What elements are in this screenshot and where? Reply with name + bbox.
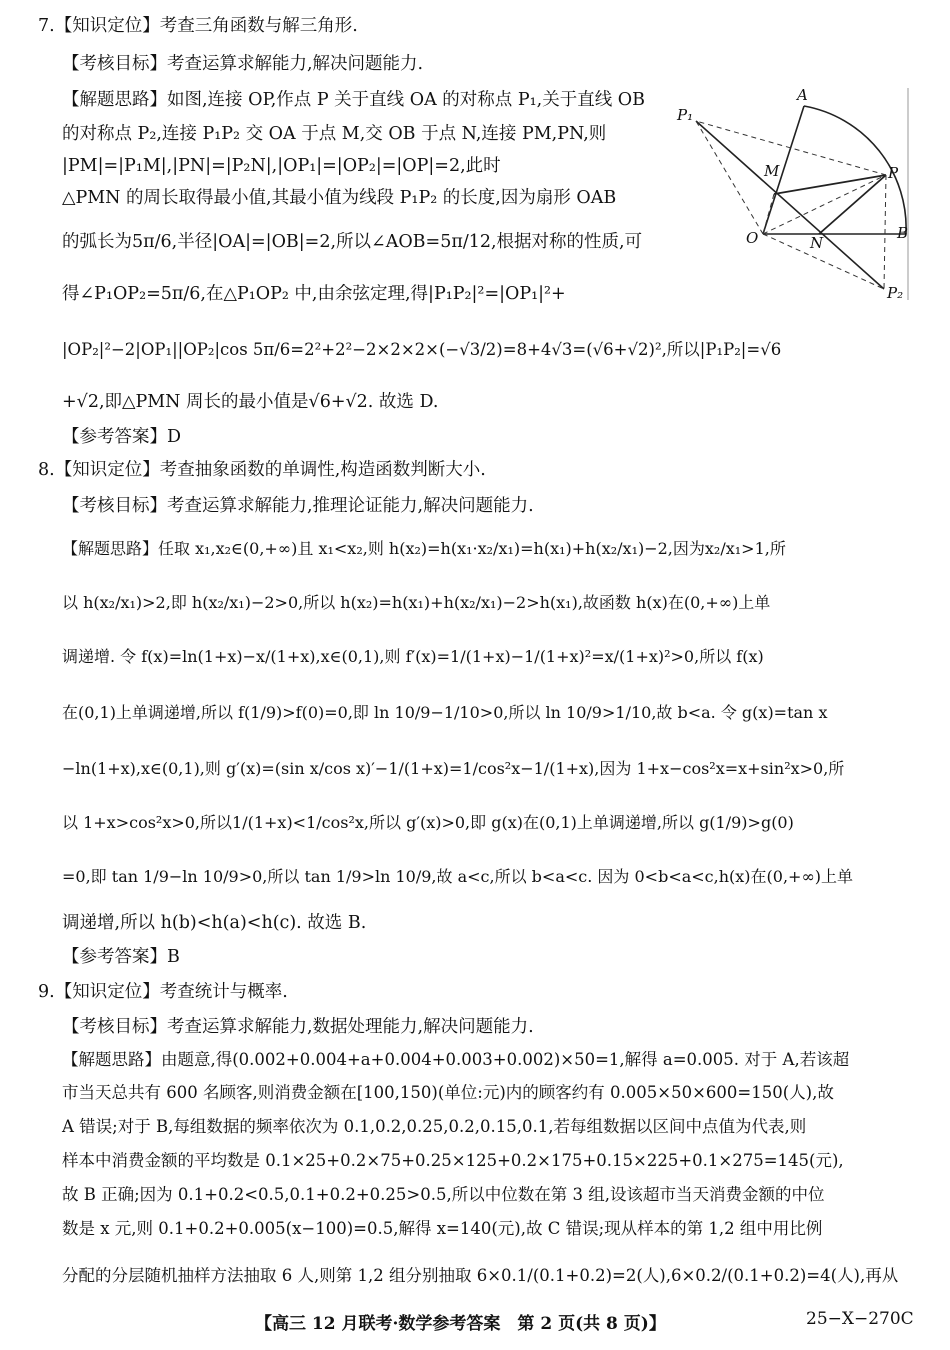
sector-figure: [676, 84, 910, 302]
label-p: P: [888, 164, 899, 182]
q8-solution-line: 以 h(x₂/x₁)>2,即 h(x₂/x₁)−2>0,所以 h(x₂)=h(x₁)+h(x₂/x₁)−2>h(x₁),故函数 h(x)在(0,+∞)上单: [62, 593, 771, 612]
q8-solution-line: 调递增,所以 h(b)<h(a)<h(c). 故选 B.: [62, 913, 367, 933]
q8-answer-line: 【参考答案】B: [62, 947, 180, 967]
segment-o-p1: [696, 121, 763, 234]
segment-op: [763, 175, 886, 234]
segment-o-p2: [763, 234, 884, 289]
q7-solution-line: |OP₂|²−2|OP₁||OP₂|cos 5π/6=2²+2²−2×2×2×(−√3/2)=8+4√3=(√6+√2)²,所以|P₁P₂|=√6: [62, 340, 782, 359]
label-m: M: [764, 162, 780, 180]
q9-solution-line: 市当天总共有 600 名顾客,则消费金额在[100,150)(单位:元)内的顾客约有 0.005×50×600=150(人),故: [62, 1083, 834, 1102]
q7-solution-line: 的对称点 P₂,连接 P₁P₂ 交 OA 于点 M,交 OB 于点 N,连接 PM,PN,则: [62, 124, 607, 144]
q7-solution-line: 【解题思路】如图,连接 OP,作点 P 关于直线 OA 的对称点 P₁,关于直线 OB: [62, 90, 645, 110]
q8-solution-line: =0,即 tan 1/9−ln 10/9>0,所以 tan 1/9>ln 10/9,故 a<c,所以 b<a<c. 因为 0<b<a<c,h(x)在(0,+∞)上单: [62, 867, 854, 886]
segment-p-p2: [884, 175, 886, 289]
q9-solution-line: A 错误;对于 B,每组数据的频率依次为 0.1,0.2,0.25,0.2,0.15,0.1,若每组数据以区间中点值为代表,则: [62, 1117, 807, 1136]
label-b: B: [897, 224, 909, 242]
q9-solution-line: 样本中消费金额的平均数是 0.1×25+0.2×75+0.25×125+0.2×175+0.15×225+0.1×275=145(元),: [62, 1151, 844, 1170]
label-p2: P₂: [887, 284, 904, 302]
q7-solution-line: 得∠P₁OP₂=5π/6,在△P₁OP₂ 中,由余弦定理,得|P₁P₂|²=|OP₁|²+: [62, 284, 566, 304]
q7-goal-line: 【考核目标】考查运算求解能力,解决问题能力.: [62, 54, 424, 74]
segment-p1p2: [696, 121, 884, 289]
q9-solution-line: 【解题思路】由题意,得(0.002+0.004+a+0.004+0.003+0.002)×50=1,解得 a=0.005. 对于 A,若该超: [62, 1050, 850, 1069]
q8-solution-line: 【解题思路】任取 x₁,x₂∈(0,+∞)且 x₁<x₂,则 h(x₂)=h(x₁·x₂/x₁)=h(x₁)+h(x₂/x₁)−2,因为x₂/x₁>1,所: [62, 539, 786, 558]
q9-solution-line: 故 B 正确;因为 0.1+0.2<0.5,0.1+0.2+0.25>0.5,所以中位数在第 3 组,设该超市当天消费金额的中位: [62, 1185, 825, 1204]
q9-goal-line: 【考核目标】考查运算求解能力,数据处理能力,解决问题能力.: [62, 1017, 534, 1037]
q7-knowledge-line: 7.【知识定位】考查三角函数与解三角形.: [38, 16, 358, 36]
q8-knowledge-line: 8.【知识定位】考查抽象函数的单调性,构造函数判断大小.: [38, 460, 486, 480]
label-n: N: [810, 234, 824, 252]
q7-solution-line: 的弧长为5π/6,半径|OA|=|OB|=2,所以∠AOB=5π/12,根据对称的性质,可: [62, 232, 643, 252]
footer-code: 25−X−270C: [806, 1309, 914, 1329]
q7-answer-line: 【参考答案】D: [62, 427, 182, 447]
q9-knowledge-line: 9.【知识定位】考查统计与概率.: [38, 982, 288, 1002]
q8-goal-line: 【考核目标】考查运算求解能力,推理论证能力,解决问题能力.: [62, 496, 534, 516]
q7-solution-line: +√2,即△PMN 周长的最小值是√6+√2. 故选 D.: [62, 392, 439, 412]
q9-solution-line: 分配的分层随机抽样方法抽取 6 人,则第 1,2 组分别抽取 6×0.1/(0.1+0.2)=2(人),6×0.2/(0.1+0.2)=4(人),再从: [62, 1266, 899, 1285]
q7-solution-line: △PMN 的周长取得最小值,其最小值为线段 P₁P₂ 的长度,因为扇形 OAB: [62, 188, 617, 208]
q8-solution-line: −ln(1+x),x∈(0,1),则 g′(x)=(sin x/cos x)′−1/(1+x)=1/cos²x−1/(1+x),因为 1+x−cos²x=x+sin²x>0,所: [62, 759, 845, 778]
segment-pm: [774, 175, 886, 194]
label-o: O: [746, 229, 759, 247]
footer-title: 【高三 12 月联考·数学参考答案 第 2 页(共 8 页)】: [255, 1314, 666, 1334]
q8-solution-line: 调递增. 令 f(x)=ln(1+x)−x/(1+x),x∈(0,1),则 f′(x)=1/(1+x)−1/(1+x)²=x/(1+x)²>0,所以 f(x): [62, 647, 764, 666]
q8-solution-line: 以 1+x>cos²x>0,所以1/(1+x)<1/cos²x,所以 g′(x)>0,即 g(x)在(0,1)上单调递增,所以 g(1/9)>g(0): [62, 813, 794, 832]
q7-solution-line: |PM|=|P₁M|,|PN|=|P₂N|,|OP₁|=|OP₂|=|OP|=2,此时: [62, 156, 501, 176]
q9-solution-line: 数是 x 元,则 0.1+0.2+0.005(x−100)=0.5,解得 x=140(元),故 C 错误;现从样本的第 1,2 组中用比例: [62, 1219, 823, 1238]
label-a: A: [797, 86, 808, 104]
label-p1: P₁: [677, 106, 694, 124]
q8-solution-line: 在(0,1)上单调递增,所以 f(1/9)>f(0)=0,即 ln 10/9−1/10>0,所以 ln 10/9>1/10,故 b<a. 令 g(x)=tan x: [62, 703, 828, 722]
